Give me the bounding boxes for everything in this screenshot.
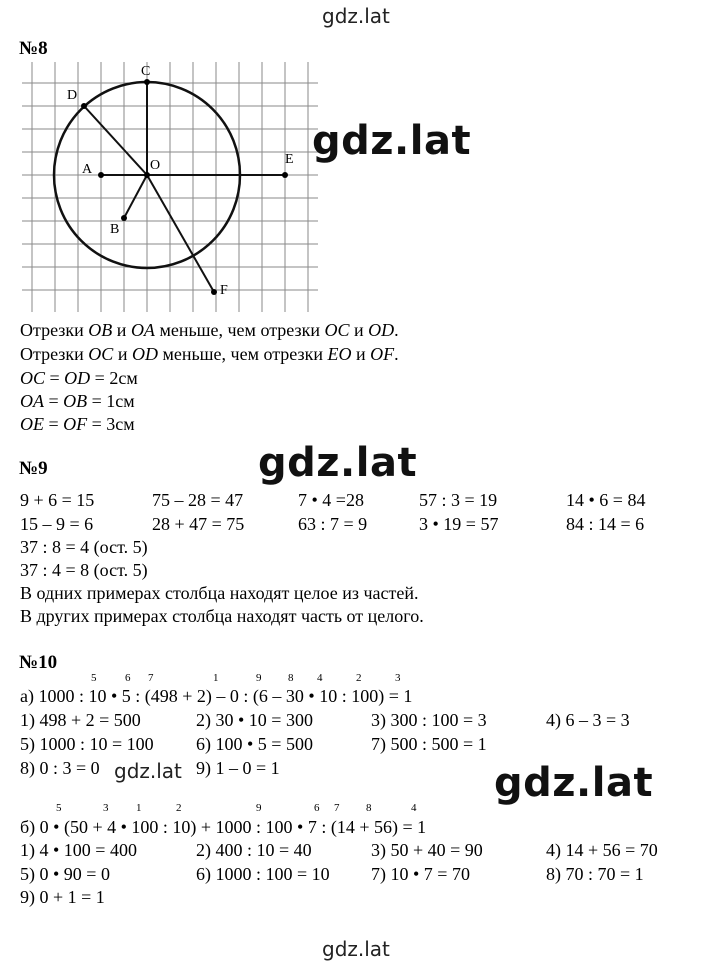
order-a-7: 4 xyxy=(317,672,323,684)
task10-b-r1-c2: 2) 400 : 10 = 40 xyxy=(196,840,312,860)
task9-r2-c1: 15 – 9 = 6 xyxy=(20,514,94,534)
task10-b-r2-c1: 5) 0 • 90 = 0 xyxy=(20,864,110,884)
point-label-c: C xyxy=(141,64,151,79)
task10-a-expression: а) 1000 : 10 • 5 : (498 + 2) – 0 : (6 – 30 • 10 : 100) = 1 xyxy=(20,686,413,706)
task8-title: №8 xyxy=(19,38,48,59)
order-b-8: 8 xyxy=(366,802,372,814)
order-b-1: 5 xyxy=(56,802,62,814)
task8-line-1: Отрезки OB и OA меньше, чем отрезки OC и OD. xyxy=(20,320,399,340)
task10-b-r1-c1: 1) 4 • 100 = 400 xyxy=(20,840,137,860)
point-label-o: O xyxy=(150,158,161,173)
watermark-inline: gdz.lat xyxy=(114,759,182,783)
task9-r1-c2: 75 – 28 = 47 xyxy=(152,490,244,510)
point-label-d: D xyxy=(67,88,78,103)
task8-line-3: OC = OD = 2см xyxy=(20,368,138,388)
task9-line-6: В других примерах столбца находят часть от целого. xyxy=(20,606,424,626)
task9-r1-c1: 9 + 6 = 15 xyxy=(20,490,95,510)
task10-a-r1-c1: 1) 498 + 2 = 500 xyxy=(20,710,141,730)
task9-line-4: 37 : 4 = 8 (ост. 5) xyxy=(20,560,148,580)
task10-a-r2-c2: 6) 100 • 5 = 500 xyxy=(196,734,313,754)
task10-a-r3-c2: 9) 1 – 0 = 1 xyxy=(196,758,280,778)
point-label-f: F xyxy=(220,283,228,298)
order-a-2: 6 xyxy=(125,672,131,684)
task9-title: №9 xyxy=(19,458,48,479)
task10-b-r2-c3: 7) 10 • 7 = 70 xyxy=(371,864,470,884)
task9-r1-c4: 57 : 3 = 19 xyxy=(419,490,498,510)
point-label-e: E xyxy=(285,152,294,167)
task10-b-r3-c1: 9) 0 + 1 = 1 xyxy=(20,887,105,907)
order-b-9: 4 xyxy=(411,802,417,814)
task8-line-2: Отрезки OC и OD меньше, чем отрезки EO и OF. xyxy=(20,344,399,364)
task10-b-r2-c4: 8) 70 : 70 = 1 xyxy=(546,864,644,884)
task10-b-r1-c3: 3) 50 + 40 = 90 xyxy=(371,840,483,860)
order-b-6: 6 xyxy=(314,802,320,814)
order-a-4: 1 xyxy=(213,672,219,684)
task9-r2-c5: 84 : 14 = 6 xyxy=(566,514,645,534)
order-a-6: 8 xyxy=(288,672,294,684)
task9-line-5: В одних примерах столбца находят целое из частей. xyxy=(20,583,419,603)
watermark-big-2: gdz.lat xyxy=(258,440,418,486)
task10-a-r3-c1: 8) 0 : 3 = 0 xyxy=(20,758,100,778)
task8-line-5: OE = OF = 3см xyxy=(20,414,135,434)
order-b-7: 7 xyxy=(334,802,340,814)
order-a-8: 2 xyxy=(356,672,362,684)
task10-b-r1-c4: 4) 14 + 56 = 70 xyxy=(546,840,658,860)
order-b-3: 1 xyxy=(136,802,142,814)
task8-figure xyxy=(0,0,720,330)
task10-a-r2-c3: 7) 500 : 500 = 1 xyxy=(371,734,487,754)
task10-a-r1-c2: 2) 30 • 10 = 300 xyxy=(196,710,313,730)
watermark-top: gdz.lat xyxy=(322,4,390,28)
order-a-9: 3 xyxy=(395,672,401,684)
task9-line-3: 37 : 8 = 4 (ост. 5) xyxy=(20,537,148,557)
task9-r2-c2: 28 + 47 = 75 xyxy=(152,514,245,534)
point-label-b: B xyxy=(110,222,120,237)
watermark-bottom: gdz.lat xyxy=(322,937,390,961)
task10-title: №10 xyxy=(19,652,58,673)
task8-line-4: OA = OB = 1см xyxy=(20,391,135,411)
task9-r2-c4: 3 • 19 = 57 xyxy=(419,514,499,534)
task9-r1-c5: 14 • 6 = 84 xyxy=(566,490,646,510)
task9-r2-c3: 63 : 7 = 9 xyxy=(298,514,368,534)
task10-b-expression: б) 0 • (50 + 4 • 100 : 10) + 1000 : 100 • 7 : (14 + 56) = 1 xyxy=(20,817,427,837)
task9-r1-c3: 7 • 4 =28 xyxy=(298,490,364,510)
task10-b-r2-c2: 6) 1000 : 100 = 10 xyxy=(196,864,330,884)
watermark-big-3: gdz.lat xyxy=(494,760,654,806)
order-b-4: 2 xyxy=(176,802,182,814)
order-a-5: 9 xyxy=(256,672,262,684)
task10-a-r2-c1: 5) 1000 : 10 = 100 xyxy=(20,734,154,754)
task10-a-r1-c3: 3) 300 : 100 = 3 xyxy=(371,710,487,730)
watermark-big-1: gdz.lat xyxy=(312,118,472,164)
order-b-5: 9 xyxy=(256,802,262,814)
order-a-3: 7 xyxy=(148,672,154,684)
point-label-a: A xyxy=(82,162,93,177)
task10-a-r1-c4: 4) 6 – 3 = 3 xyxy=(546,710,630,730)
order-b-2: 3 xyxy=(103,802,109,814)
order-a-1: 5 xyxy=(91,672,97,684)
